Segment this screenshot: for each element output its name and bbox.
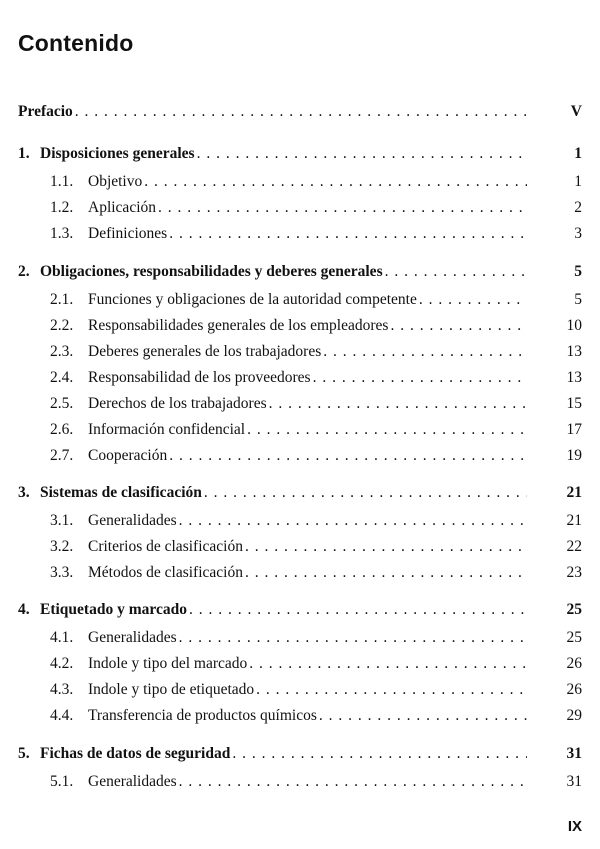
toc-section-entry[interactable] [50,316,530,336]
toc-entry-label: Métodos de clasificación [88,564,243,581]
toc-entry-page-number: 17 [566,421,582,438]
toc-entry-page-number: 5 [574,263,582,280]
dot-leader [323,342,527,362]
toc-section-entry[interactable] [50,224,530,244]
toc-entry-number: 2.3. [50,343,74,360]
toc-entry-page-number: 21 [566,484,582,501]
dot-leader [179,511,527,531]
dot-leader [249,654,527,674]
toc-entry-number: 4. [18,601,30,618]
toc-entry-page-number: 21 [566,512,582,529]
toc-entry-page-number: 26 [566,681,582,698]
toc-entry-page-number: 15 [566,395,582,412]
dot-leader [256,680,527,700]
toc-section-entry[interactable] [50,290,530,310]
toc-entry-page-number: 25 [566,629,582,646]
toc-entry-number: 3.1. [50,512,74,529]
toc-entry-label: Generalidades [88,512,177,529]
toc-entry-page-number: V [570,103,582,120]
dot-leader [419,290,527,310]
toc-entry-label: Transferencia de productos químicos [88,707,317,724]
toc-entry-label: Sistemas de clasificación [40,484,202,501]
toc-entry-number: 5. [18,745,30,762]
toc-entry-page-number: 25 [566,601,582,618]
toc-entry-number: 1.3. [50,225,74,242]
toc-entry-number: 2.4. [50,369,74,386]
toc-entry-label: Funciones y obligaciones de la autoridad competente [88,291,417,308]
toc-entry-label: Etiquetado y marcado [40,601,187,618]
toc-entry-label: Responsabilidades generales de los empleadores [88,317,389,334]
toc-section-entry[interactable] [50,172,530,192]
toc-entry-page-number: 1 [574,145,582,162]
toc-section-entry[interactable] [50,342,530,362]
toc-entry-page-number: 3 [574,225,582,242]
toc-entry-number: 3.3. [50,564,74,581]
dot-leader [179,628,527,648]
toc-entry-number: 3.2. [50,538,74,555]
toc-entry-page-number: 19 [566,447,582,464]
toc-entry-page-number: 10 [566,317,582,334]
toc-entry-label: Responsabilidad de los proveedores [88,369,311,386]
toc-entry-number: 2.6. [50,421,74,438]
dot-leader [390,316,527,336]
toc-section-entry[interactable] [50,680,530,700]
toc-entry-number: 4.3. [50,681,74,698]
toc-entry-number: 2.5. [50,395,74,412]
toc-entry-label: Cooperación [88,447,168,464]
page-title: Contenido [18,30,134,56]
dot-leader [158,198,527,218]
toc-entry-page-number: 5 [574,291,582,308]
toc-entry-number: 1.2. [50,199,74,216]
toc-entry-page-number: 2 [574,199,582,216]
page-number: IX [567,818,582,835]
toc-chapter-entry[interactable] [18,144,530,164]
toc-entry-label: Obligaciones, responsabilidades y deberes generales [40,263,383,280]
toc-entry-number: 2.2. [50,317,74,334]
dot-leader [385,262,527,282]
dot-leader [269,394,527,414]
dot-leader [204,483,527,503]
toc-chapter-entry[interactable] [18,600,530,620]
toc-entry-number: 3. [18,484,30,501]
dot-leader [144,172,527,192]
toc-entry-label: Objetivo [88,173,143,190]
toc-entry-number: 4.2. [50,655,74,672]
dot-leader [197,144,527,164]
toc-entry-label: Disposiciones generales [40,145,195,162]
toc-entry-number: 2. [18,263,30,280]
dot-leader [313,368,527,388]
toc-section-entry[interactable] [50,654,530,674]
dot-leader [245,537,527,557]
dot-leader [169,224,527,244]
dot-leader [179,772,527,792]
toc-entry-number: 4.4. [50,707,74,724]
toc-section-entry[interactable] [50,446,530,466]
dot-leader [169,446,527,466]
toc-entry-page-number: 31 [566,745,582,762]
dot-leader [232,744,527,764]
toc-entry-page-number: 22 [566,538,582,555]
toc-entry-label: Fichas de datos de seguridad [40,745,231,762]
toc-chapter-entry[interactable] [18,262,530,282]
toc-entry-label: Prefacio [18,103,73,120]
dot-leader [245,563,527,583]
toc-entry-label: Definiciones [88,225,168,242]
toc-entry-page-number: 31 [566,773,582,790]
toc-entry-label: Indole y tipo del marcado [88,655,248,672]
toc-entry-page-number: 1 [574,173,582,190]
toc-entry-label: Derechos de los trabajadores [88,395,267,412]
toc-section-entry[interactable] [50,394,530,414]
dot-leader [247,420,527,440]
dot-leader [75,102,527,122]
toc-chapter-entry[interactable] [18,744,530,764]
toc-section-entry[interactable] [50,706,530,726]
toc-section-entry[interactable] [50,368,530,388]
toc-chapter-entry[interactable] [18,483,530,503]
toc-section-entry[interactable] [50,628,530,648]
toc-entry-page-number: 23 [566,564,582,581]
toc-entry-number: 2.7. [50,447,74,464]
toc-entry-label: Criterios de clasificación [88,538,243,555]
toc-entry-number: 5.1. [50,773,74,790]
dot-leader [319,706,527,726]
toc-section-entry[interactable] [50,563,530,583]
toc-section-entry[interactable] [50,420,530,440]
toc-entry-label: Indole y tipo de etiquetado [88,681,255,698]
toc-section-entry[interactable] [50,198,530,218]
toc-entry-page-number: 13 [566,369,582,386]
toc-entry-number: 2.1. [50,291,74,308]
toc-entry-label: Deberes generales de los trabajadores [88,343,322,360]
toc-entry-page-number: 13 [566,343,582,360]
toc-section-entry[interactable] [50,772,530,792]
toc-section-entry[interactable] [50,511,530,531]
toc-chapter-entry[interactable] [18,102,530,122]
toc-entry-number: 1. [18,145,30,162]
toc-entry-number: 4.1. [50,629,74,646]
toc-entry-page-number: 29 [566,707,582,724]
toc-entry-page-number: 26 [566,655,582,672]
dot-leader [189,600,527,620]
toc-section-entry[interactable] [50,537,530,557]
toc-entry-label: Generalidades [88,773,177,790]
toc-entry-label: Generalidades [88,629,177,646]
toc-entry-label: Aplicación [88,199,157,216]
toc-entry-number: 1.1. [50,173,74,190]
toc-entry-label: Información confidencial [88,421,246,438]
